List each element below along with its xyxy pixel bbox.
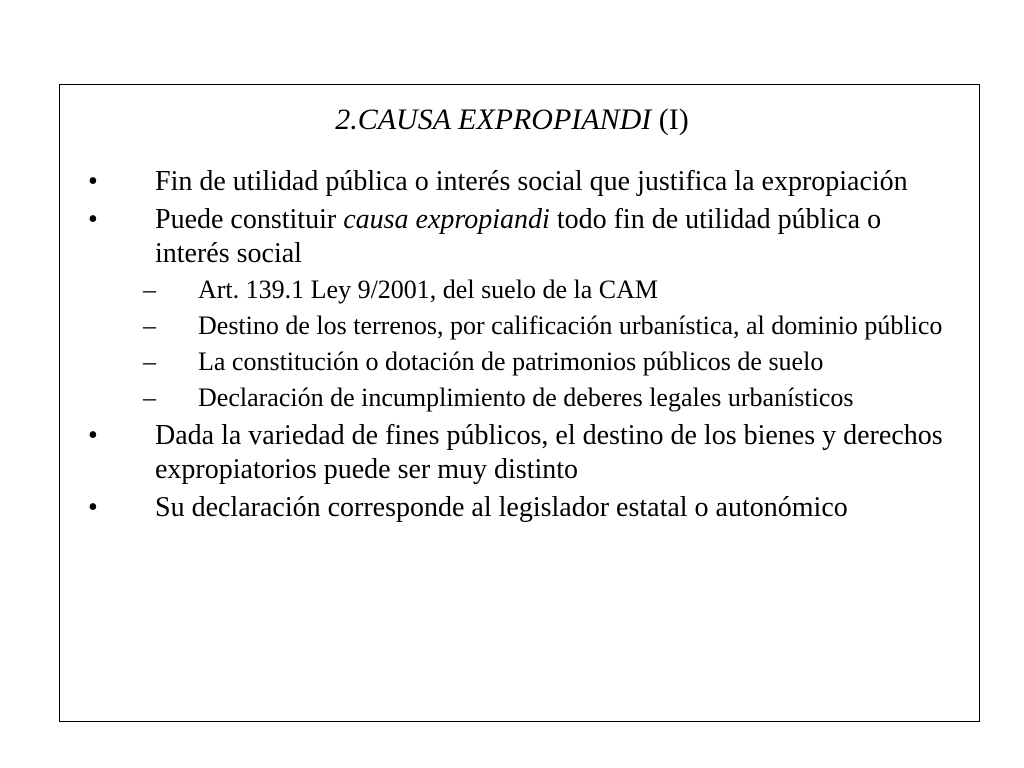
sub-item-1: [0, 273, 1024, 307]
bullet-item-2: [0, 203, 1024, 271]
bullet-item-3: [0, 419, 1024, 487]
dash-marker: –: [143, 311, 156, 340]
bullet-text-end: todo fin de utilidad pública o interés social: [155, 204, 882, 269]
dash-marker: –: [143, 347, 156, 376]
sub-item-text: Art. 139.1 Ley 9/2001, del suelo de la CAM: [198, 275, 658, 304]
bullet-text: [155, 203, 950, 271]
bullet-marker: •: [88, 204, 98, 235]
bullet-text-start: Puede constituir: [155, 204, 344, 235]
slide-title-italic: 2.CAUSA EXPROPIANDI: [335, 103, 652, 136]
bullet-text: Dada la variedad de fines públicos, el destino de los bienes y derechos expropiatorios puede ser muy distinto: [155, 420, 943, 485]
bullet-item-4: [0, 491, 1024, 525]
dash-marker: –: [143, 383, 156, 412]
sub-item-text: Destino de los terrenos, por calificación urbanística, al dominio público: [198, 311, 943, 340]
sub-item-3: [0, 345, 1024, 379]
dash-marker: –: [143, 275, 156, 304]
sub-item-4: [0, 381, 1024, 415]
bullet-text: Fin de utilidad pública o interés social que justifica la expropiación: [155, 166, 908, 197]
bullet-marker: •: [88, 166, 98, 197]
bullet-marker: •: [88, 492, 98, 523]
bullet-text-italic: causa expropiandi: [343, 204, 550, 235]
sub-item-text: Declaración de incumplimiento de deberes legales urbanísticos: [198, 383, 854, 412]
sub-item-text: La constitución o dotación de patrimonios públicos de suelo: [198, 347, 824, 376]
slide-title: [0, 100, 1024, 140]
bullet-item-1: [0, 165, 1024, 199]
slide-content: [0, 163, 1024, 525]
bullet-marker: •: [88, 420, 98, 451]
sub-item-2: [0, 309, 1024, 343]
slide-title-suffix: (I): [651, 103, 689, 136]
bullet-text: Su declaración corresponde al legislador estatal o autonómico: [155, 492, 848, 523]
